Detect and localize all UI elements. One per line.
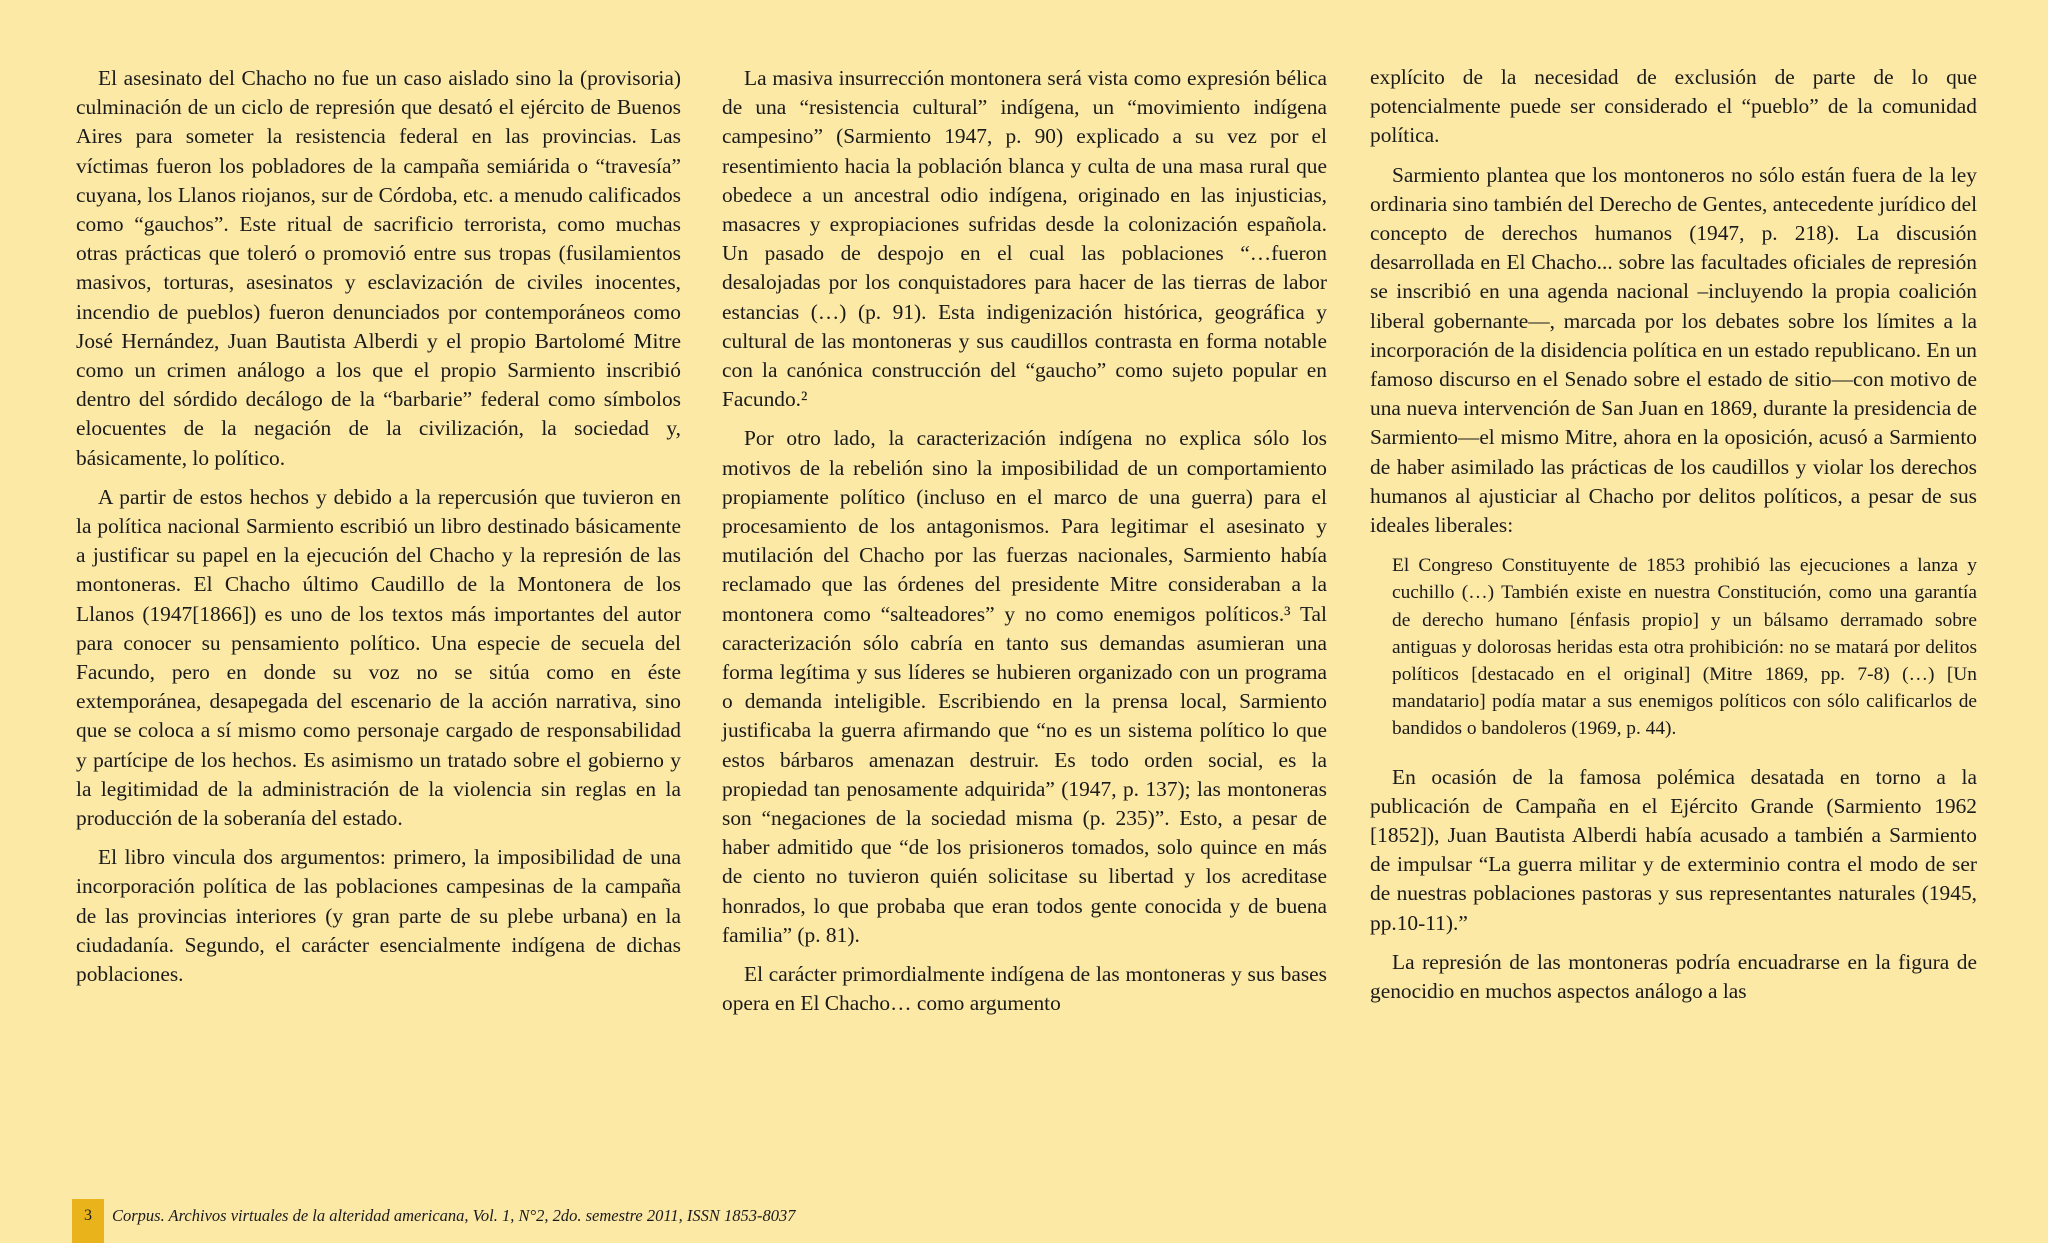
paragraph: El carácter primordialmente indígena de las montoneras y sus bases opera en El Chacho… como argumento bbox=[722, 962, 1327, 1016]
paragraph: La masiva insurrección montonera será vista como expresión bélica de una “resistencia cultural” indígena, un “movimiento indígena campesino” (Sarmiento 1947, p. 90) explicado a su vez por el resentimiento hacia la población blanca y culta de una masa rural que obedece a un ancestral odio indígena, originado en las injusticias, masacres y expropiaciones sufridas desde la colonización española. Un pasado de despojo en el cual las poblaciones “…fueron desalojadas por los conquistadores para hacer de las tierras de labor estancias (…) (p. 91). Esta indigenización histórica, geográfica y cultural de las montoneras y sus caudillos contrasta en forma notable con la canónica construcción del “gaucho” como sujeto popular en Facundo.² bbox=[722, 66, 1327, 412]
text-column-1 bbox=[76, 64, 681, 999]
text-column-2 bbox=[722, 64, 1327, 1029]
page-number: 3 bbox=[72, 1199, 104, 1243]
paragraph: La represión de las montoneras podría encuadrarse en la figura de genocidio en muchos aspectos análogo a las bbox=[1370, 949, 1977, 1004]
paragraph: Sarmiento plantea que los montoneros no sólo están fuera de la ley ordinaria sino también del Derecho de Gentes, antecedente jurídico del concepto de derechos humanos (1947, p. 218). La discusión desarrollada en El Chacho... sobre las facultades oficiales de represión se inscribió en una agenda nacional –incluyendo la propia coalición liberal gobernante—, marcada por los debates sobre los límites a la incorporación de la disidencia política en un estado republicano. En un famoso discurso en el Senado sobre el estado de sitio—con motivo de una nueva intervención de San Juan en 1869, durante la presidencia de Sarmiento—el mismo Mitre, ahora en la oposición, acusó a Sarmiento de haber asimilado las prácticas de los caudillos y violar los derechos humanos al ajusticiar al Chacho por delitos políticos, a pesar de sus ideales liberales: bbox=[1370, 162, 1978, 538]
text-column-3 bbox=[1370, 63, 1977, 1016]
journal-citation: Corpus. Archivos virtuales de la alteridad americana, Vol. 1, N°2, 2do. semestre 2011, ISSN 1853-8037 bbox=[112, 1206, 796, 1225]
paragraph: El libro vincula dos argumentos: primero, la imposibilidad de una incorporación política de las poblaciones campesinas de la campaña de las provincias interiores (y gran parte de su plebe urbana) en la ciudadanía. Segundo, el carácter esencialmente indígena de dichas poblaciones. bbox=[76, 845, 681, 987]
paragraph: explícito de la necesidad de exclusión de parte de lo que potencialmente puede ser considerado el “pueblo” de la comunidad política. bbox=[1370, 65, 1977, 148]
paragraph: El asesinato del Chacho no fue un caso aislado sino la (provisoria) culminación de un ciclo de represión que desató el ejército de Buenos Aires para someter la resistencia federal en las provincias. Las víctimas fueron los pobladores de la campaña semiárida o “travesía” cuyana, los Llanos riojanos, sur de Córdoba, etc. a menudo calificados como “gauchos”. Este ritual de sacrificio terrorista, como muchas otras prácticas que toleró o promovió entre sus tropas (fusilamientos masivos, torturas, asesinatos y esclavización de civiles inocentes, incendio de pueblos) fueron denunciados por contemporáneos como José Hernández, Juan Bautista Alberdi y el propio Bartolomé Mitre como un crimen análogo a los que el propio Sarmiento inscribió dentro del sórdido decálogo de la “barbarie” federal como símbolos elocuentes de la negación de la civilización, la sociedad y, básicamente, lo político. bbox=[76, 66, 681, 470]
paragraph: Por otro lado, la caracterización indígena no explica sólo los motivos de la rebelión sino la imposibilidad de un comportamiento propiamente político (incluso en el marco de una guerra) para el procesamiento de los antagonismos. Para legitimar el asesinato y mutilación del Chacho por las fuerzas nacionales, Sarmiento había reclamado que las órdenes del presidente Mitre consideraban a la montonera como “salteadores” y no como enemigos políticos.³ Tal caracterización sólo cabría en tanto sus demandas asumieran una forma legítima y sus líderes se hubieren organizado con un programa o demanda inteligible. Escribiendo en la prensa local, Sarmiento justificaba la guerra afirmando que “no es un sistema político lo que estos bárbaros amenazan destruir. Es todo orden social, es la propiedad tan penosamente adquirida” (1947, p. 137); las montoneras son “negaciones de la sociedad misma (p. 235)”. Esto, a pesar de haber admitido que “de los prisioneros tomados, solo quince en más de ciento no tuvieron quién solicitase su libertad y los acreditase honrados, lo que probaba que eran todos gente conocida y de buena familia” (p. 81). bbox=[722, 426, 1327, 947]
paragraph: En ocasión de la famosa polémica desatada en torno a la publicación de Campaña en el Ejército Grande (Sarmiento 1962 [1852]), Juan Bautista Alberdi había acusado a también a Sarmiento de impulsar “La guerra militar y de exterminio contra el modo de ser de nuestras poblaciones pastoras y sus representantes naturales (1945, pp.10-11).” bbox=[1370, 764, 1977, 935]
page-footer bbox=[72, 1199, 1072, 1243]
paragraph: A partir de estos hechos y debido a la repercusión que tuvieron en la política nacional Sarmiento escribió un libro destinado básicamente a justificar su papel en la ejecución del Chacho y la represión de las montoneras. El Chacho último Caudillo de la Montonera de los Llanos (1947[1866]) es uno de los textos más importantes del autor para conocer su pensamiento político. Una especie de secuela del Facundo, pero en donde su voz no se sitúa como en éste extemporánea, desapegada del escenario de la acción narrativa, sino que se coloca a sí mismo como personaje cargado de responsabilidad y partícipe de los hechos. Es asimismo un tratado sobre el gobierno y la legitimidad de la administración de la violencia sin reglas en la producción de la soberanía del estado. bbox=[76, 484, 681, 831]
block-quote: El Congreso Constituyente de 1853 prohibió las ejecuciones a lanza y cuchillo (…) También existe en nuestra Constitución, como una garantía de derecho humano [énfasis propio] y un bálsamo derramado sobre antiguas y dolorosas heridas esta otra prohibición: no se matará por delitos políticos [destacado en el original] (Mitre 1869, pp. 7-8) (…) [Un mandatario] podía matar a sus enemigos políticos con sólo calificarlos de bandidos o bandoleros (1969, p. 44). bbox=[1392, 555, 1977, 740]
